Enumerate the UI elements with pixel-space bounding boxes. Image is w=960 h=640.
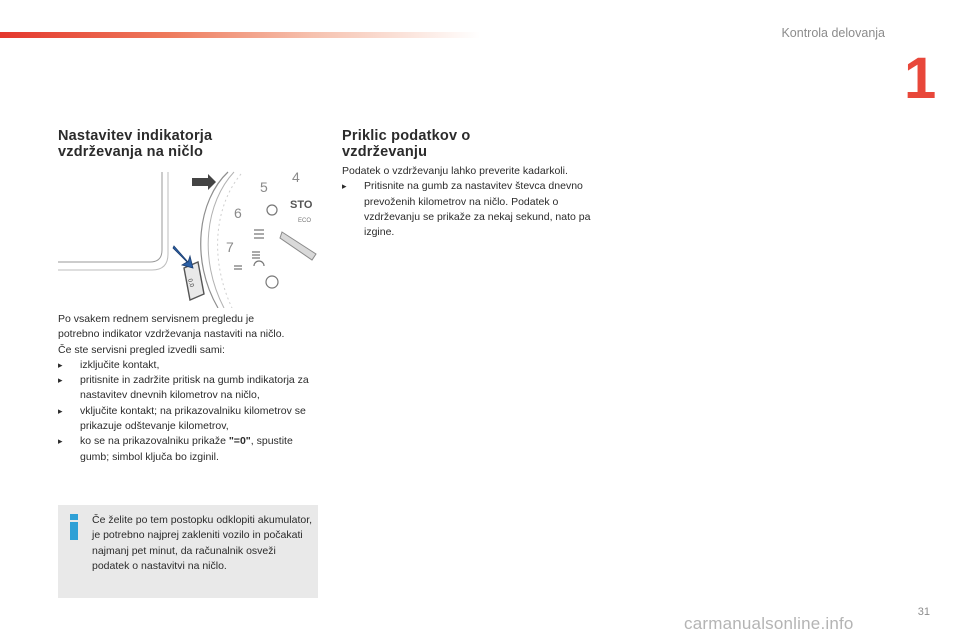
bullet-marker-icon: ▸ [342, 181, 347, 192]
blue-pointer-arrow [173, 246, 193, 268]
header-accent-bar [0, 32, 480, 38]
bullet-marker-icon: ▸ [58, 436, 63, 447]
headlight-icon [254, 230, 264, 238]
right-title-line2: vzdrževanju [342, 144, 428, 160]
right-section-heading [342, 128, 604, 160]
bullet-text: vključite kontakt; na prikazovalniku kilometrov se prikazuje odštevanje kilometrov, [80, 404, 306, 433]
bullet-text: izključite kontakt, [80, 358, 160, 371]
right-intro: Podatek o vzdrževanju lahko preverite kadarkoli. [342, 165, 568, 177]
page-number: 31 [917, 606, 930, 618]
arrow-right-icon [192, 174, 216, 190]
right-instructions [342, 164, 604, 240]
right-bullet-list [342, 179, 604, 240]
tyre-pressure-icon [266, 276, 278, 288]
dial-number-4: 4 [292, 170, 300, 185]
left-title-line1: Nastavitev indikatorja [58, 128, 213, 144]
gauge-needle [280, 232, 316, 260]
eco-label: ECO [298, 218, 312, 224]
bullet-marker-icon: ▸ [58, 405, 63, 416]
list-item [58, 434, 320, 465]
foglight-front-icon [252, 252, 260, 258]
info-icon [68, 514, 80, 540]
dial-number-6: 6 [234, 205, 242, 221]
dashboard-outline-inner [58, 172, 168, 270]
bullet-text-before: ko se na prikazovalniku prikaže [80, 435, 229, 448]
left-instructions [58, 312, 320, 465]
list-item [342, 179, 604, 240]
dashboard-outline [58, 172, 162, 262]
left-section-heading [58, 128, 320, 160]
stop-label: STO [290, 199, 313, 211]
dial-arc-outer [201, 172, 228, 308]
section-title: Kontrola delovanja [781, 26, 885, 40]
bullet-text-after: , spustite gumb; simbol ključa bo izginil. [80, 435, 293, 463]
cluster-drawing [58, 170, 318, 308]
intro-line2: potrebno indikator vzdrževanja nastaviti na ničlo. [58, 328, 285, 341]
watermark: carmanualsonline.info [684, 614, 854, 633]
dial-number-5: 5 [260, 179, 268, 195]
dial-number-7: 7 [226, 239, 234, 255]
list-item [58, 404, 320, 435]
bullet-text: pritisnite in zadržite pritisk na gumb indikatorja za nastavitev dnevnih kilometrov na ničlo, [80, 374, 309, 402]
left-bullet-list [58, 358, 320, 465]
left-title-line2: vzdrževanja na ničlo [58, 144, 204, 160]
right-title-line1: Priklic podatkov o [342, 128, 471, 144]
trip-reset-button [184, 262, 204, 300]
intro-line3: Če ste servisni pregled izvedli sami: [58, 343, 225, 356]
bullet-text: Pritisnite na gumb za nastavitev števca dnevno prevoženih kilometrov na ničlo. Podatek o vzdrževanju se prikaže za nekaj sekund, nato pa izgine. [364, 180, 591, 239]
foglight-rear-icon [254, 261, 264, 266]
bullet-marker-icon: ▸ [58, 375, 63, 386]
list-item [58, 373, 320, 404]
info-text: Če želite po tem postopku odklopiti akumulator, je potrebno najprej zakleniti vozilo in počakati najmanj pet minut, da računalnik osveži podatek o nastavitvi na ničlo. [92, 514, 313, 572]
list-item [58, 358, 320, 373]
foglight-icon [234, 266, 242, 269]
intro-line1: Po vsakem rednem servisnem pregledu je [58, 313, 255, 325]
chapter-number: 1 [904, 46, 937, 111]
sun-icon [267, 205, 277, 215]
bullet-marker-icon: ▸ [58, 359, 63, 370]
display-value: "=0" [228, 435, 251, 448]
button-label: 0.0 [186, 278, 195, 288]
instrument-cluster-illustration [58, 170, 318, 308]
info-box [58, 505, 318, 598]
